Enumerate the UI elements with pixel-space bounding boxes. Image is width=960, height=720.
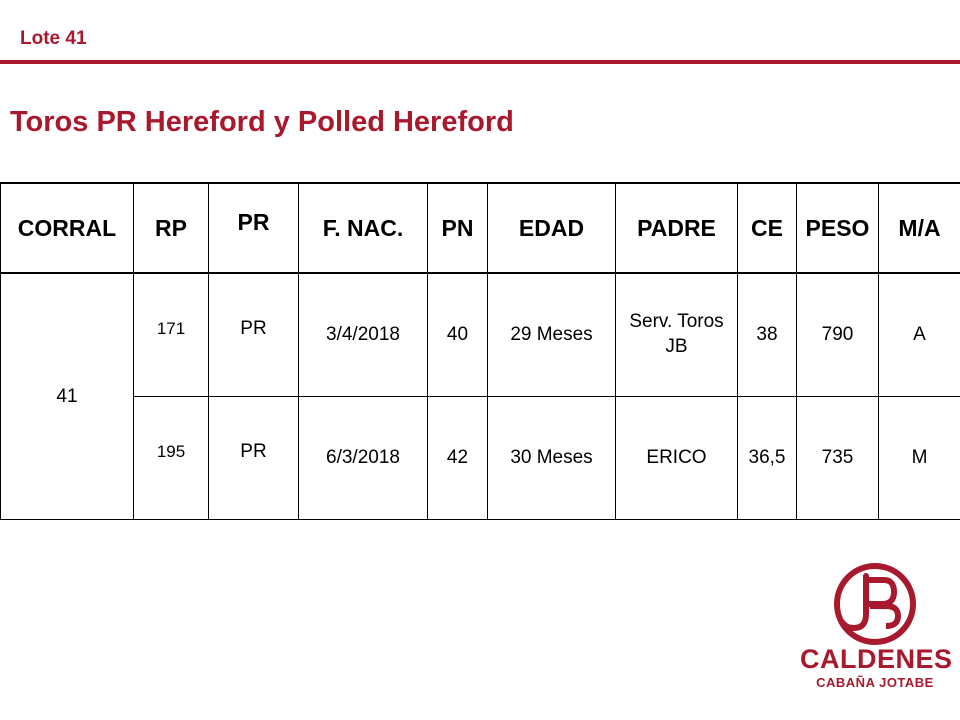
brand-name: CALDENES xyxy=(800,644,953,674)
brand-tagline: CABAÑA JOTABE xyxy=(816,675,934,690)
cell-rp xyxy=(134,273,209,397)
cell-ma: A xyxy=(879,273,960,397)
lot-table xyxy=(0,182,960,520)
column-header-edad: EDAD xyxy=(488,183,616,273)
cell-padre: ERICO xyxy=(616,397,738,520)
cell-ma: M xyxy=(879,397,960,520)
cell-peso: 790 xyxy=(797,273,879,397)
cell-edad: 29 Meses xyxy=(488,273,616,397)
cell-pr xyxy=(209,273,299,397)
column-header-padre: PADRE xyxy=(616,183,738,273)
column-header-fnac: F. NAC. xyxy=(299,183,428,273)
cell-rp xyxy=(134,397,209,520)
cell-fnac: 3/4/2018 xyxy=(299,273,428,397)
cell-pr-value: PR xyxy=(240,441,267,462)
column-header-pr-label: PR xyxy=(237,208,270,235)
column-header-rp: RP xyxy=(134,183,209,273)
cell-fnac: 6/3/2018 xyxy=(299,397,428,520)
column-header-ma: M/A xyxy=(879,183,960,273)
cell-rp-value: 171 xyxy=(156,319,186,338)
header-divider xyxy=(0,60,960,64)
cell-pn: 42 xyxy=(428,397,488,520)
cell-edad: 30 Meses xyxy=(488,397,616,520)
cell-ce: 36,5 xyxy=(738,397,797,520)
column-header-pn: PN xyxy=(428,183,488,273)
column-header-ce: CE xyxy=(738,183,797,273)
cell-rp-value: 195 xyxy=(156,442,186,461)
column-header-peso: PESO xyxy=(797,183,879,273)
cell-corral: 41 xyxy=(1,273,134,520)
table-header-row xyxy=(1,183,960,273)
table-row xyxy=(1,273,960,397)
cell-pn: 40 xyxy=(428,273,488,397)
cell-ce: 38 xyxy=(738,273,797,397)
cell-peso: 735 xyxy=(797,397,879,520)
column-header-pr xyxy=(209,183,299,273)
lot-label: Lote 41 xyxy=(20,28,87,49)
table-row xyxy=(1,397,960,520)
cell-pr xyxy=(209,397,299,520)
column-header-corral: CORRAL xyxy=(1,183,134,273)
cell-padre: Serv. Toros JB xyxy=(616,273,738,397)
page-title: Toros PR Hereford y Polled Hereford xyxy=(10,106,514,138)
cell-pr-value: PR xyxy=(240,318,267,339)
